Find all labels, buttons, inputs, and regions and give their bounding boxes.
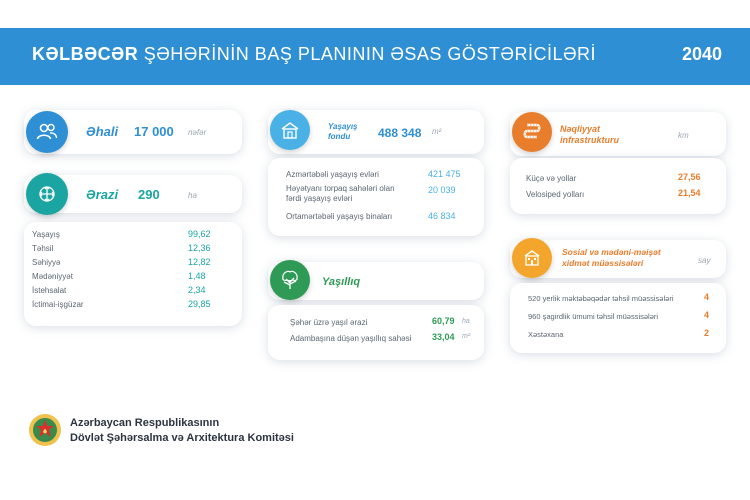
housing-row-label-line1: Həyətyanı torpaq sahələri olan xyxy=(286,184,395,193)
population-value: 17 000 xyxy=(134,124,174,139)
social-row-value: 2 xyxy=(704,328,710,338)
transport-row-label: Velosiped yolları xyxy=(526,190,585,199)
greenery-row-unit: ha xyxy=(462,318,470,325)
area-value: 290 xyxy=(138,187,160,202)
expand-arrows-icon xyxy=(26,173,68,215)
housing-row-value: 46 834 xyxy=(428,211,456,221)
greenery-row-unit: m² xyxy=(462,333,471,340)
area-row-value: 12,36 xyxy=(188,243,211,253)
title-rest: ŞƏHƏRİNİN BAŞ PLANININ ƏSAS GÖSTƏRİCİLƏRİ xyxy=(143,44,597,64)
area-label: Ərazi xyxy=(86,187,119,202)
social-row-value: 4 xyxy=(704,292,710,302)
title-city: KƏLBƏCƏR xyxy=(32,44,139,64)
housing-row-label: Ortamərtəbəli yaşayış binaları xyxy=(286,212,393,221)
housing-row-value: 421 475 xyxy=(428,169,461,179)
population-label: Əhali xyxy=(86,124,119,139)
social-label-line1: Sosial və mədəni-məişət xyxy=(562,247,661,257)
transport-details-card xyxy=(510,158,726,214)
social-unit: say xyxy=(698,256,711,265)
greenery-row-value: 33,04 xyxy=(432,332,455,342)
social-row-label: 960 şagirdlik ümumi təhsil müəssisələri xyxy=(528,312,659,321)
greenery-row-label: Şəhər üzrə yaşıl ərazi xyxy=(290,318,368,327)
area-row-label: İstehsalat xyxy=(32,286,67,295)
area-row-label: Mədəniyyət xyxy=(32,272,73,281)
greenery-row-label: Adambaşına düşən yaşıllıq sahəsi xyxy=(290,334,412,343)
area-row-label: Təhsil xyxy=(32,244,54,253)
area-row-value: 29,85 xyxy=(188,299,211,309)
population-unit: nəfər xyxy=(188,128,207,137)
organization-name xyxy=(70,416,294,446)
housing-label-line2: fondu xyxy=(328,132,351,141)
people-icon xyxy=(26,111,68,153)
area-row-value: 2,34 xyxy=(188,285,206,295)
area-row-label: Səhiyyə xyxy=(32,258,61,267)
housing-unit: m² xyxy=(432,127,442,136)
social-label-line2: xidmət müəssisələri xyxy=(562,258,644,268)
housing-value: 488 348 xyxy=(378,126,422,140)
road-icon xyxy=(512,112,552,152)
social-row-label: 520 yerlik məktəbəqədər təhsil müəssisələri xyxy=(528,294,674,303)
transport-row-value: 21,54 xyxy=(678,188,701,198)
greenery-row-value: 60,79 xyxy=(432,316,455,326)
housing-row-label: Azmərtəbəli yaşayış evləri xyxy=(286,170,379,179)
page-title xyxy=(32,44,596,65)
area-row-value: 12,82 xyxy=(188,257,211,267)
social-row-label: Xəstəxana xyxy=(528,330,564,339)
header-banner xyxy=(0,28,750,85)
transport-unit: km xyxy=(678,131,689,140)
organization-line2: Dövlət Şəhərsalma və Arxitektura Komitəsi xyxy=(70,432,294,444)
header-year: 2040 xyxy=(681,44,722,64)
transport-label-line1: Nəqliyyat xyxy=(560,124,601,134)
transport-label-line2: infrastrukturu xyxy=(560,135,620,145)
social-row-value: 4 xyxy=(704,310,710,320)
housing-label-line1: Yaşayış xyxy=(328,122,358,131)
area-row-value: 1,48 xyxy=(188,271,206,281)
housing-row-label-line2: fərdi yaşayış evləri xyxy=(286,194,353,203)
transport-row-label: Küçə və yollar xyxy=(526,174,577,183)
area-unit: ha xyxy=(188,191,197,200)
building-icon xyxy=(512,238,552,278)
organization-line1: Azərbaycan Respublikasının xyxy=(70,417,220,429)
house-icon xyxy=(270,110,310,150)
housing-row-value: 20 039 xyxy=(428,185,456,195)
greenery-label: Yaşıllıq xyxy=(322,276,361,288)
area-row-label: İctimai-işgüzar xyxy=(32,300,84,309)
transport-row-value: 27,56 xyxy=(678,172,701,182)
tree-icon xyxy=(270,260,310,300)
area-row-label: Yaşayış xyxy=(32,230,60,239)
state-emblem xyxy=(28,413,62,447)
area-row-value: 99,62 xyxy=(188,229,211,239)
